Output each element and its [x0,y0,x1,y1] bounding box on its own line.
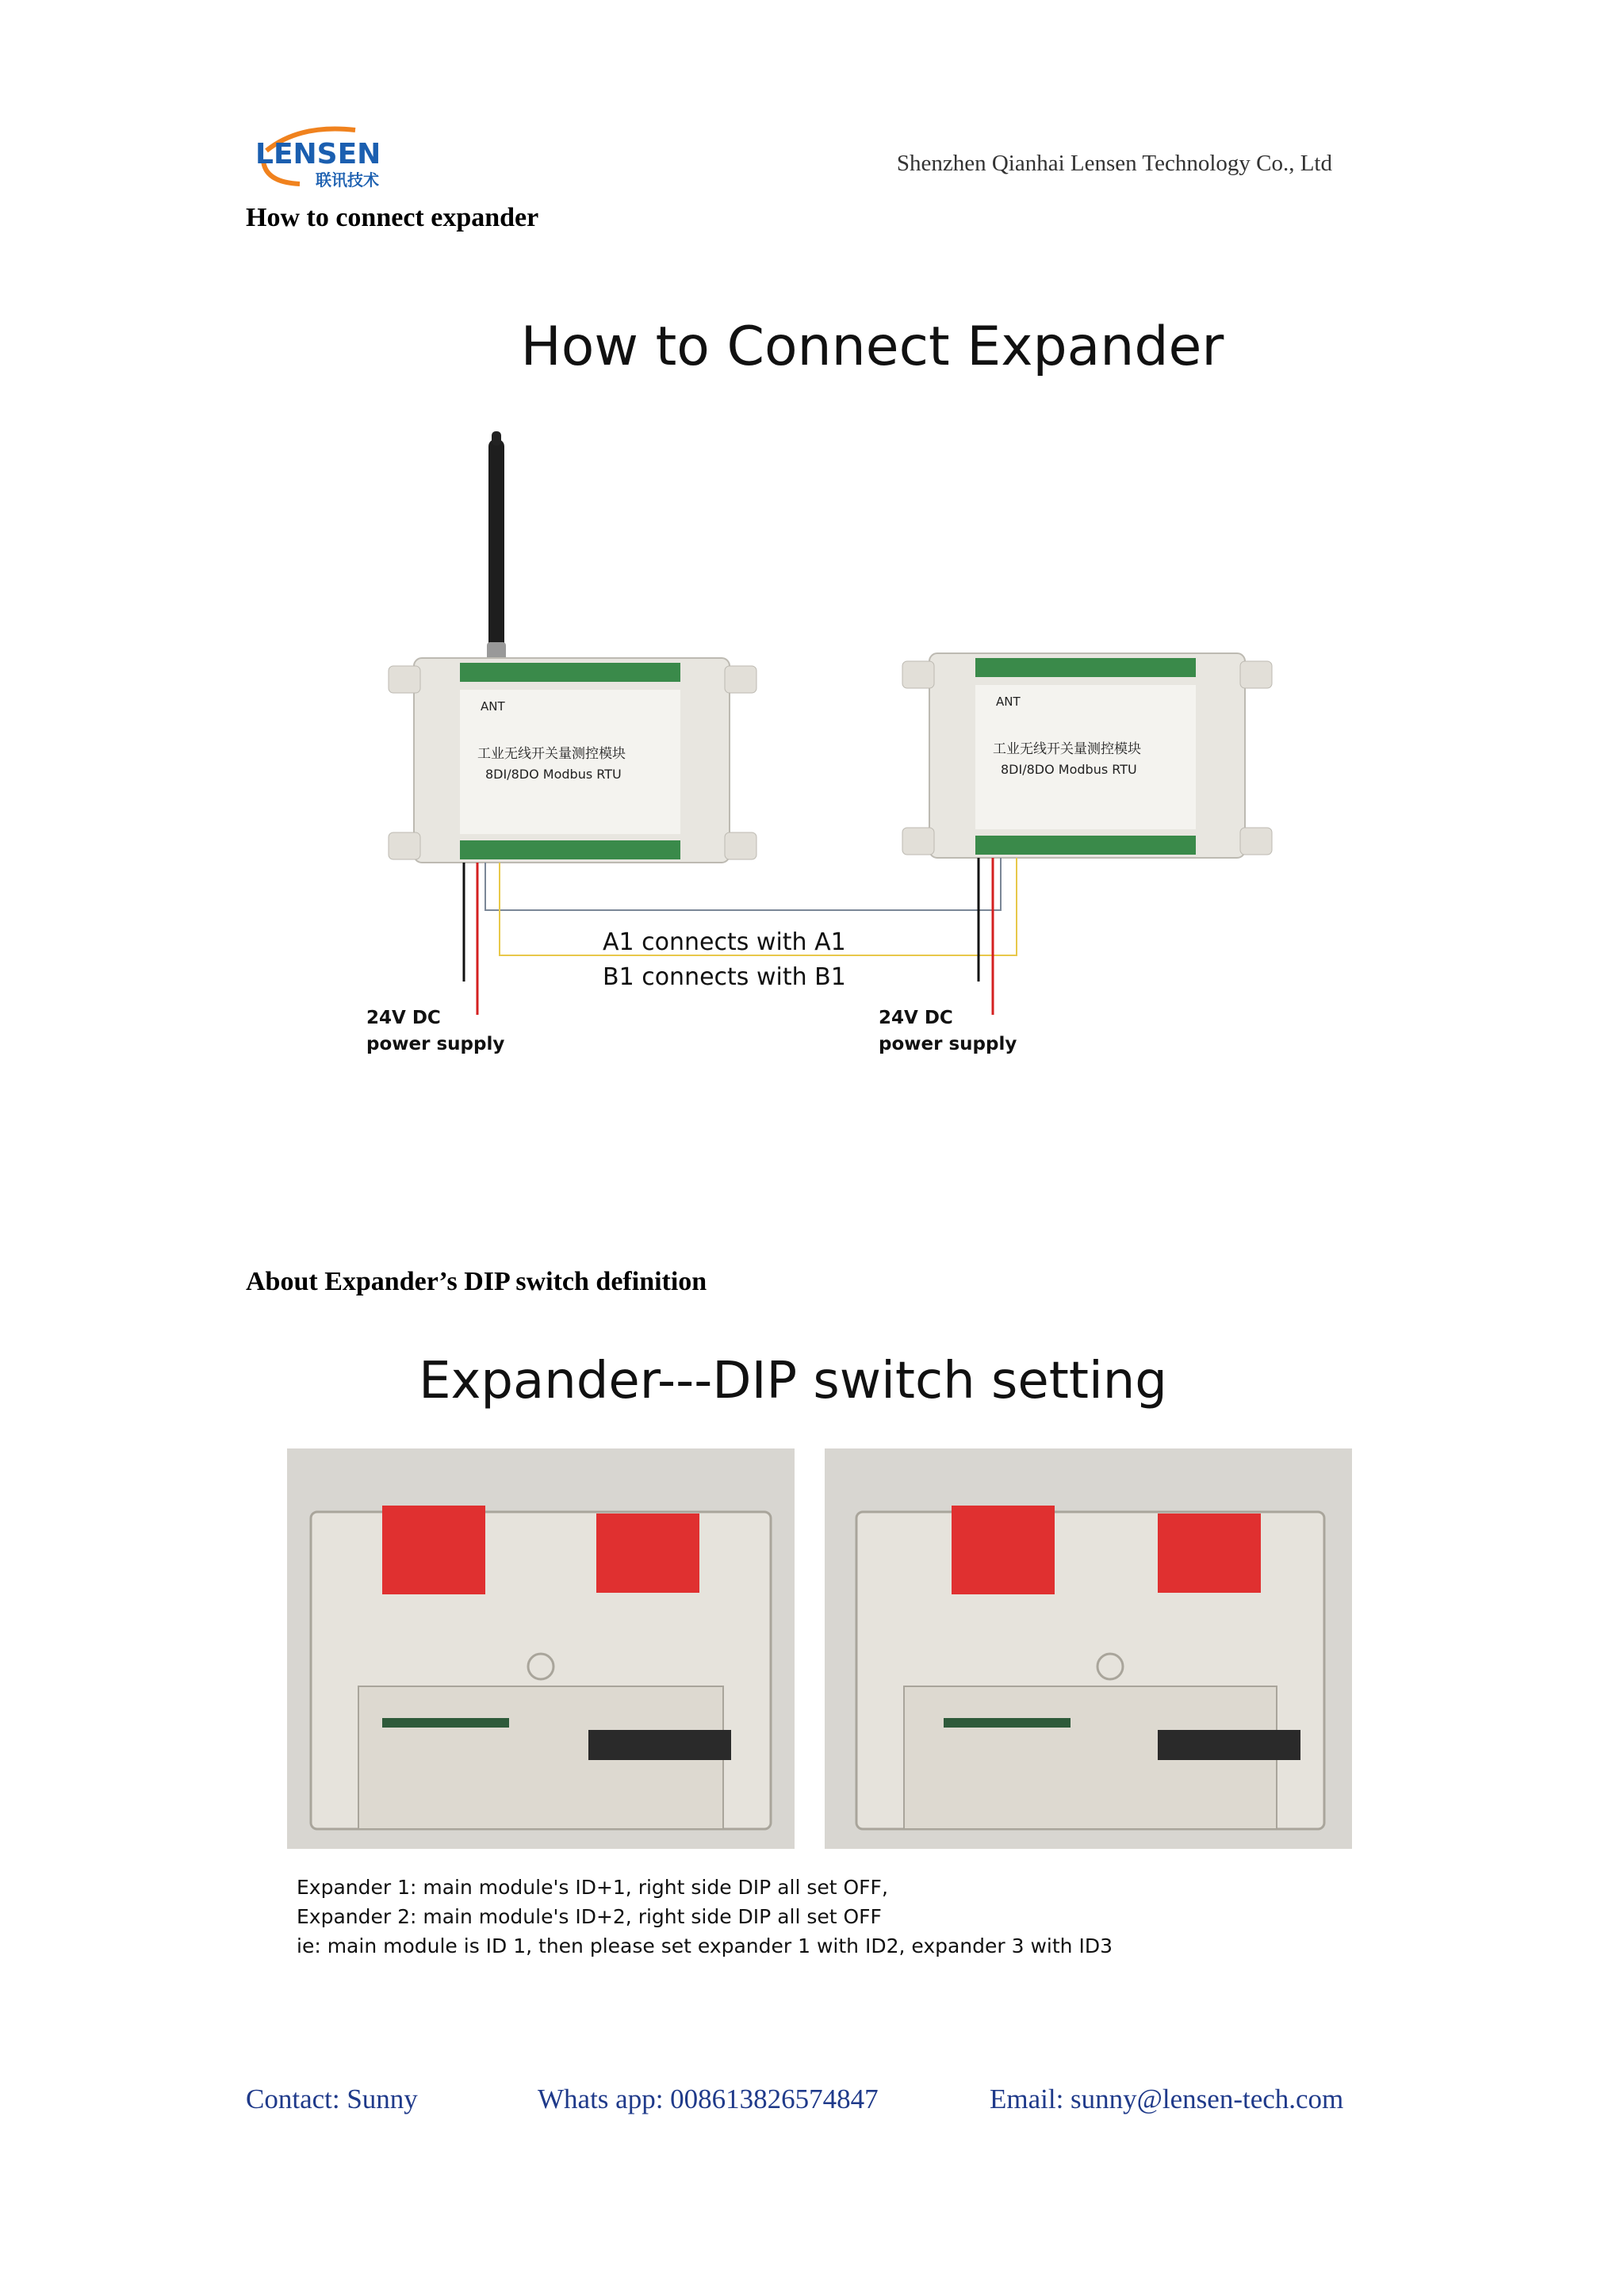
module-name-en: 8DI/8DO Modbus RTU [485,767,622,782]
connection-label-a: A1 connects with A1 [603,928,846,956]
connection-diagram [341,428,1293,1086]
power-label-right-sub: power supply [879,1034,1017,1054]
connection-label-b: B1 connects with B1 [603,963,846,991]
note-line: Expander 1: main module's ID+1, right side DIP all set OFF, [297,1876,888,1899]
module-name-en: 8DI/8DO Modbus RTU [1001,762,1137,777]
note-line: ie: main module is ID 1, then please set expander 1 with ID2, expander 3 with ID3 [297,1934,1113,1957]
expander-module [902,653,1272,858]
footer-contact: Contact: Sunny [246,2084,418,2114]
dip-switch-block [588,1730,731,1760]
power-label-right: 24V DC [879,1008,953,1028]
figure-title-dip: Expander---DIP switch setting [419,1352,1167,1410]
power-label-left: 24V DC [366,1008,441,1028]
logo-subtitle: 联讯技术 [316,170,379,189]
din-latch-left [952,1506,1055,1594]
section-heading-connect: How to connect expander [246,203,539,232]
expander-photo-2 [825,1448,1352,1849]
main-module [389,658,756,863]
note-line: Expander 2: main module's ID+2, right side DIP all set OFF [297,1905,882,1928]
footer-whatsapp: Whats app: 008613826574847 [538,2084,879,2114]
antenna-icon [487,431,506,671]
label-ant: ANT [996,695,1021,709]
module-name-cn: 工业无线开关量测控模块 [477,746,626,762]
figure-title-connect: How to Connect Expander [520,316,1224,378]
logo-wordmark: LENSEN [255,138,381,170]
din-latch-right [596,1513,699,1593]
company-name: Shenzhen Qianhai Lensen Technology Co., Ltd [896,151,1332,176]
footer-email[interactable]: Email: sunny@lensen-tech.com [990,2084,1344,2114]
power-label-left-sub: power supply [366,1034,505,1054]
company-logo [252,119,411,192]
dip-switch-block [1158,1730,1300,1760]
section-heading-dip: About Expander’s DIP switch definition [246,1267,707,1296]
module-name-cn: 工业无线开关量测控模块 [993,741,1141,757]
din-latch-left [382,1506,485,1594]
dip-notes [297,1873,1113,1961]
expander-photo-1 [287,1448,795,1849]
din-latch-right [1158,1513,1261,1593]
label-ant: ANT [481,699,505,714]
